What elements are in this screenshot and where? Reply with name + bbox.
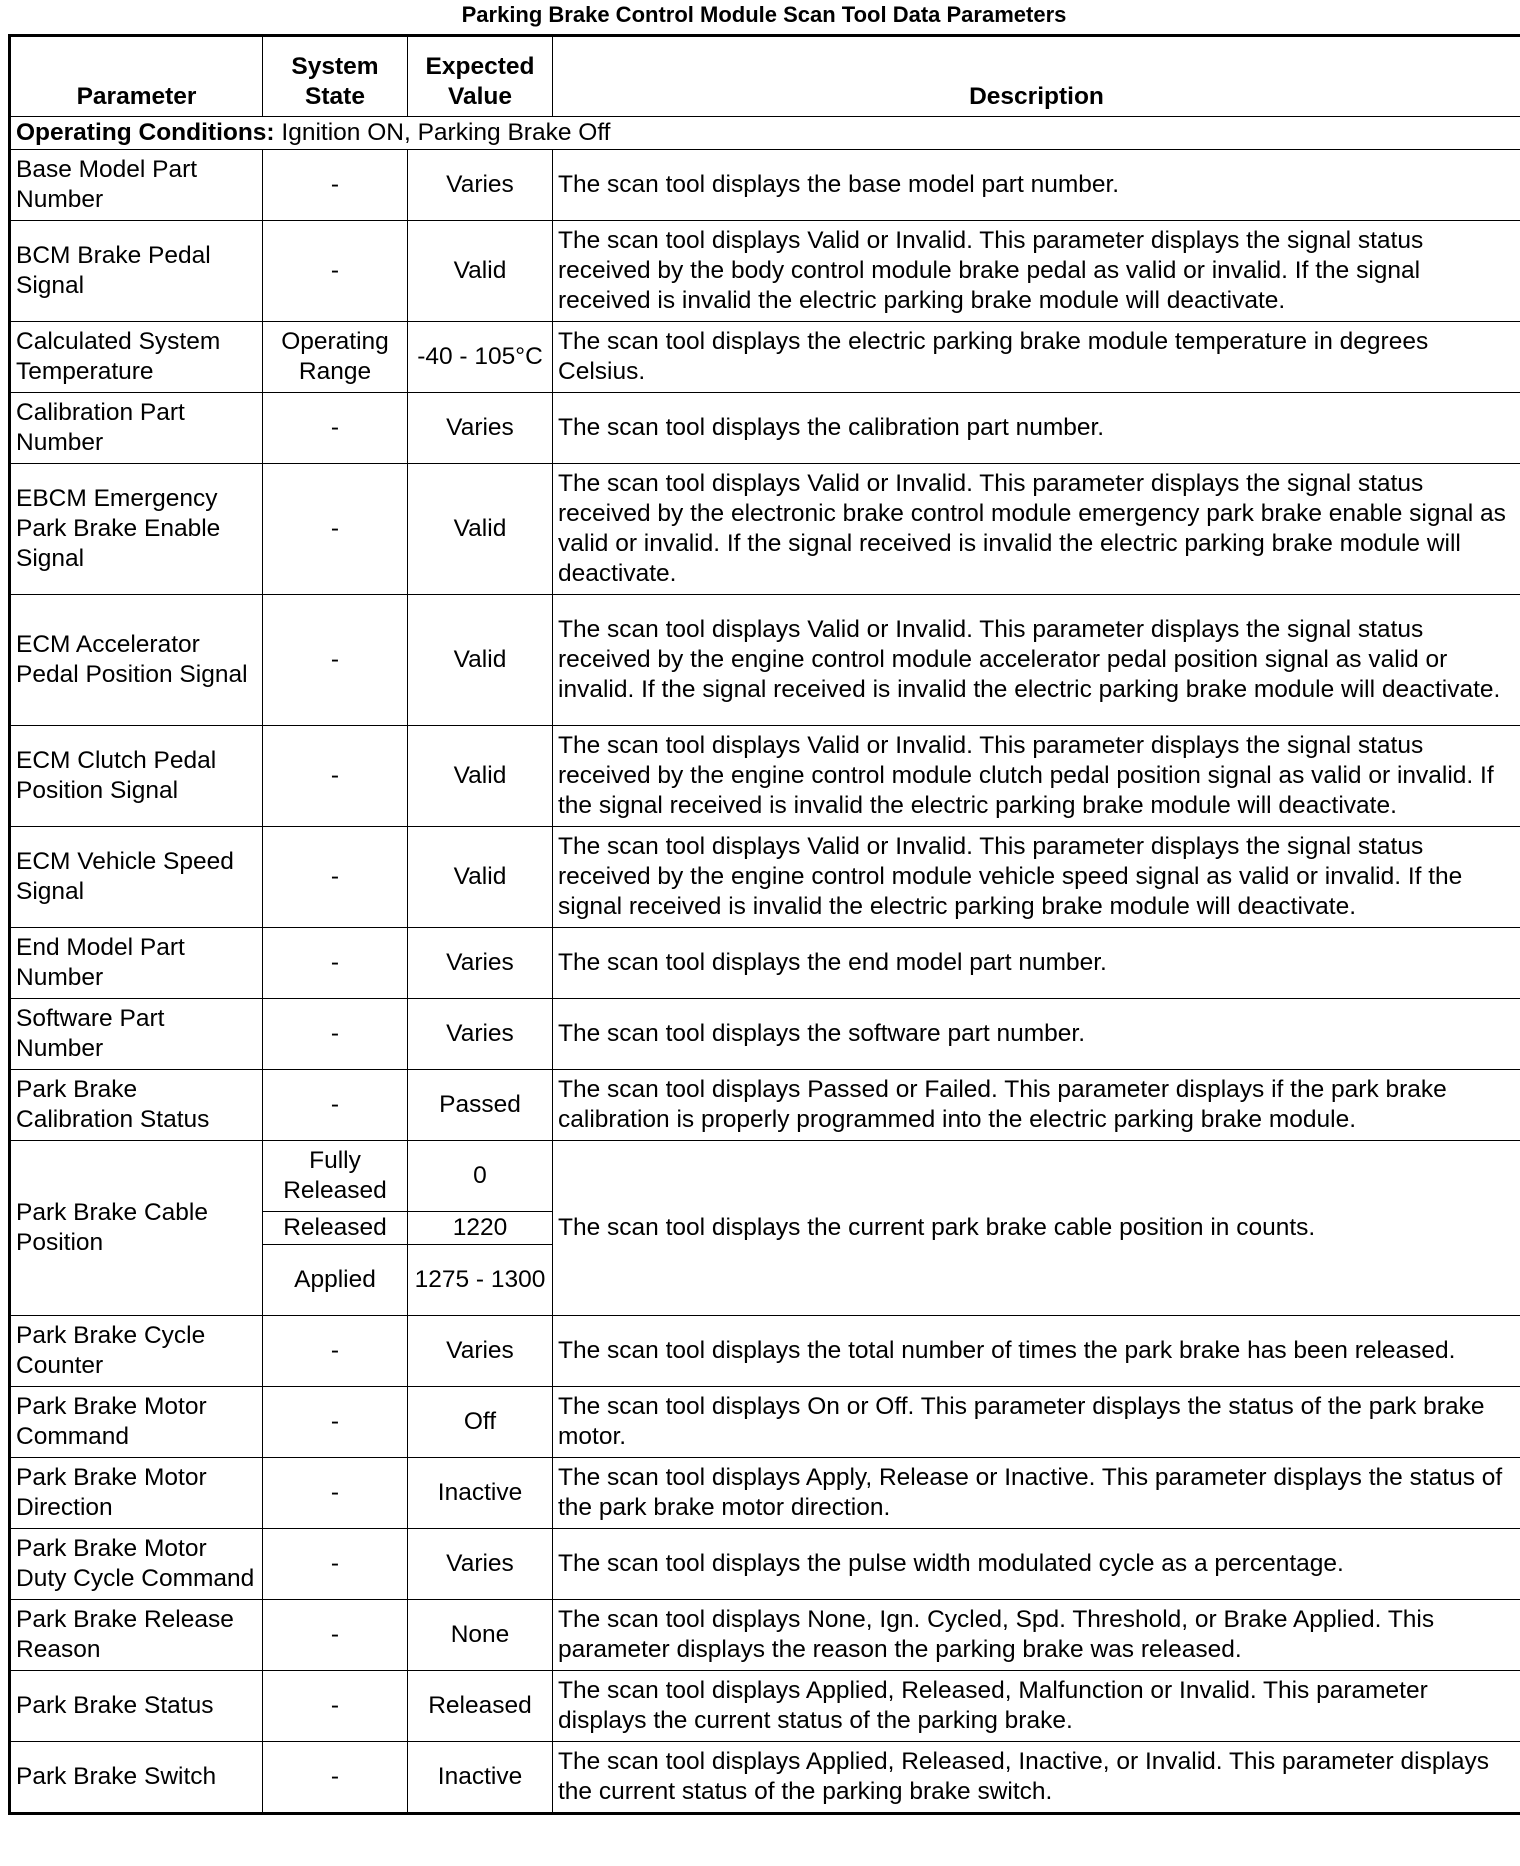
table-row <box>10 1671 1520 1742</box>
cell-description: The scan tool displays the calibration part number. <box>553 393 1520 464</box>
cell-expected-value: Inactive <box>408 1742 553 1814</box>
header-parameter: Parameter <box>10 36 263 117</box>
cell-description: The scan tool displays Valid or Invalid. This parameter displays the signal status received by the electronic brake control module emergency park brake enable signal as valid or invalid. If the signal received is invalid the electric parking brake module will deactivate. <box>553 464 1520 595</box>
cell-expected-value: Released <box>408 1671 553 1742</box>
cell-expected-value: -40 - 105°C <box>408 322 553 393</box>
cell-expected-value: 1275 - 1300 <box>408 1245 553 1316</box>
header-description: Description <box>553 36 1520 117</box>
header-system-state: System State <box>263 36 408 117</box>
table-row <box>10 1600 1520 1671</box>
cell-description: The scan tool displays the pulse width modulated cycle as a percentage. <box>553 1529 1520 1600</box>
cell-parameter: Park Brake Cable Position <box>10 1141 263 1316</box>
cell-parameter: ECM Accelerator Pedal Position Signal <box>10 595 263 726</box>
cell-system-state: - <box>263 1316 408 1387</box>
table-title: Parking Brake Control Module Scan Tool Data Parameters <box>461 2 1067 27</box>
cell-description: The scan tool displays the end model part number. <box>553 928 1520 999</box>
cell-parameter: Software Part Number <box>10 999 263 1070</box>
cell-system-state: Operating Range <box>263 322 408 393</box>
cell-expected-value: Valid <box>408 726 553 827</box>
table-row <box>10 221 1520 322</box>
cell-system-state: - <box>263 999 408 1070</box>
cell-parameter: Calibration Part Number <box>10 393 263 464</box>
cell-parameter: Base Model Part Number <box>10 150 263 221</box>
cell-description: The scan tool displays Apply, Release or Inactive. This parameter displays the status of the park brake motor direction. <box>553 1458 1520 1529</box>
cell-parameter: Park Brake Motor Direction <box>10 1458 263 1529</box>
cell-system-state: - <box>263 393 408 464</box>
cell-expected-value: Varies <box>408 928 553 999</box>
table-row <box>10 1529 1520 1600</box>
cell-expected-value: Valid <box>408 595 553 726</box>
table-row <box>10 1070 1520 1141</box>
cell-system-state: - <box>263 1458 408 1529</box>
cell-expected-value: 1220 <box>408 1212 553 1245</box>
cell-parameter: Park Brake Motor Command <box>10 1387 263 1458</box>
cell-expected-value: Valid <box>408 221 553 322</box>
cell-description: The scan tool displays None, Ign. Cycled, Spd. Threshold, or Brake Applied. This parameter displays the reason the parking brake was released. <box>553 1600 1520 1671</box>
table-row-cable-position <box>10 1141 1520 1212</box>
table-row <box>10 1316 1520 1387</box>
cell-system-state: - <box>263 1387 408 1458</box>
cell-system-state: - <box>263 150 408 221</box>
cell-parameter: Park Brake Motor Duty Cycle Command <box>10 1529 263 1600</box>
cell-system-state: - <box>263 928 408 999</box>
cell-description: The scan tool displays Valid or Invalid. This parameter displays the signal status received by the engine control module clutch pedal position signal as valid or invalid. If the signal received is invalid the electric parking brake module will deactivate. <box>553 726 1520 827</box>
cell-parameter: ECM Vehicle Speed Signal <box>10 827 263 928</box>
cell-expected-value: Valid <box>408 464 553 595</box>
cell-expected-value: Varies <box>408 393 553 464</box>
cell-description: The scan tool displays Valid or Invalid. This parameter displays the signal status received by the body control module brake pedal as valid or invalid. If the signal received is invalid the electric parking brake module will deactivate. <box>553 221 1520 322</box>
table-row <box>10 726 1520 827</box>
operating-conditions-value: Ignition ON, Parking Brake Off <box>281 119 611 146</box>
cell-description: The scan tool displays Passed or Failed. This parameter displays if the park brake calibration is properly programmed into the electric parking brake module. <box>553 1070 1520 1141</box>
cell-system-state: - <box>263 1742 408 1814</box>
cell-description: The scan tool displays On or Off. This parameter displays the status of the park brake motor. <box>553 1387 1520 1458</box>
cell-expected-value: Off <box>408 1387 553 1458</box>
cell-description: The scan tool displays the current park brake cable position in counts. <box>553 1141 1520 1316</box>
cell-system-state: - <box>263 1529 408 1600</box>
cell-system-state: - <box>263 827 408 928</box>
scan-tool-data-table <box>8 34 1520 1815</box>
table-row <box>10 1742 1520 1814</box>
cell-parameter: Park Brake Calibration Status <box>10 1070 263 1141</box>
cell-description: The scan tool displays Applied, Released, Malfunction or Invalid. This parameter displays the current status of the parking brake. <box>553 1671 1520 1742</box>
cell-system-state: Applied <box>263 1245 408 1316</box>
cell-parameter: BCM Brake Pedal Signal <box>10 221 263 322</box>
cell-expected-value: Varies <box>408 150 553 221</box>
table-row <box>10 1458 1520 1529</box>
cell-system-state: - <box>263 1671 408 1742</box>
cell-system-state: - <box>263 221 408 322</box>
cell-parameter: Calculated System Temperature <box>10 322 263 393</box>
table-row <box>10 595 1520 726</box>
cell-description: The scan tool displays Valid or Invalid. This parameter displays the signal status received by the engine control module accelerator pedal position signal as valid or invalid. If the signal received is invalid the electric parking brake module will deactivate. <box>553 595 1520 726</box>
table-row <box>10 827 1520 928</box>
cell-system-state: - <box>263 464 408 595</box>
cell-description: The scan tool displays the total number of times the park brake has been released. <box>553 1316 1520 1387</box>
cell-description: The scan tool displays Applied, Released, Inactive, or Invalid. This parameter displays the current status of the parking brake switch. <box>553 1742 1520 1814</box>
cell-system-state: Released <box>263 1212 408 1245</box>
cell-expected-value: Varies <box>408 1529 553 1600</box>
table-row <box>10 393 1520 464</box>
cell-parameter: EBCM Emergency Park Brake Enable Signal <box>10 464 263 595</box>
cell-expected-value: Valid <box>408 827 553 928</box>
cell-system-state: - <box>263 726 408 827</box>
table-row <box>10 464 1520 595</box>
operating-conditions-cell <box>10 117 1520 150</box>
cell-system-state: - <box>263 1600 408 1671</box>
header-row <box>10 36 1520 117</box>
table-row <box>10 999 1520 1070</box>
cell-description: The scan tool displays the electric parking brake module temperature in degrees Celsius. <box>553 322 1520 393</box>
cell-parameter: End Model Part Number <box>10 928 263 999</box>
cell-system-state: - <box>263 595 408 726</box>
table-row <box>10 150 1520 221</box>
cell-system-state: - <box>263 1070 408 1141</box>
cell-expected-value: None <box>408 1600 553 1671</box>
cell-expected-value: Passed <box>408 1070 553 1141</box>
operating-conditions-label: Operating Conditions: <box>16 119 275 146</box>
cell-description: The scan tool displays the base model part number. <box>553 150 1520 221</box>
table-row <box>10 322 1520 393</box>
cell-parameter: Park Brake Release Reason <box>10 1600 263 1671</box>
cell-description: The scan tool displays Valid or Invalid. This parameter displays the signal status received by the engine control module vehicle speed signal as valid or invalid. If the signal received is invalid the electric parking brake module will deactivate. <box>553 827 1520 928</box>
table-row <box>10 928 1520 999</box>
cell-expected-value: Varies <box>408 999 553 1070</box>
cell-description: The scan tool displays the software part number. <box>553 999 1520 1070</box>
cell-system-state: Fully Released <box>263 1141 408 1212</box>
table-row <box>10 1387 1520 1458</box>
cell-parameter: ECM Clutch Pedal Position Signal <box>10 726 263 827</box>
cell-expected-value: Varies <box>408 1316 553 1387</box>
cell-expected-value: Inactive <box>408 1458 553 1529</box>
cell-parameter: Park Brake Switch <box>10 1742 263 1814</box>
cell-expected-value: 0 <box>408 1141 553 1212</box>
operating-conditions-row <box>10 117 1520 150</box>
header-expected-value: Expected Value <box>408 36 553 117</box>
cell-parameter: Park Brake Cycle Counter <box>10 1316 263 1387</box>
cell-parameter: Park Brake Status <box>10 1671 263 1742</box>
